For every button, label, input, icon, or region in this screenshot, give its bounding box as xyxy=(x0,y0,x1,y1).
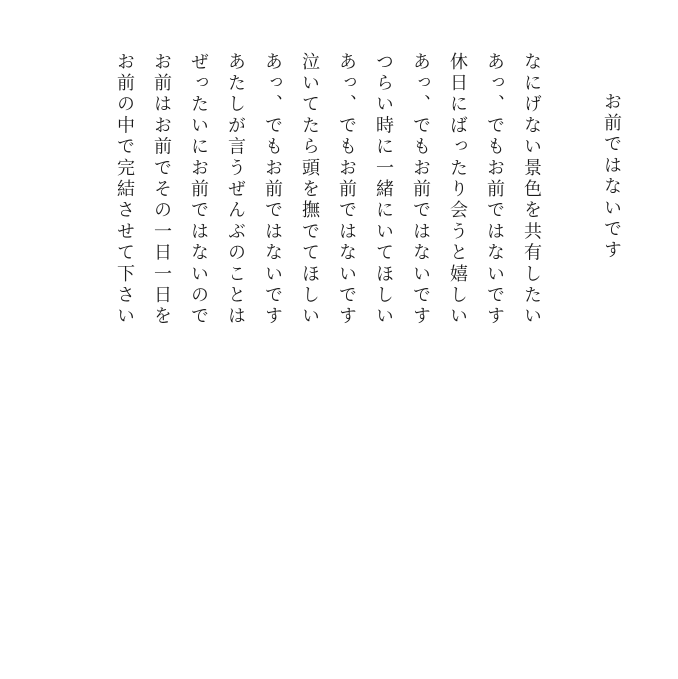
poem-line-12: お前の中で完結させて下さい xyxy=(114,52,135,328)
poem-line-8: あっ、でもお前ではないです xyxy=(262,52,283,328)
poem-line-2: あっ、でもお前ではないです xyxy=(484,52,505,328)
poem-line-6: あっ、でもお前ではないです xyxy=(336,52,357,328)
poem-line-3: 休日にばったり会うと嬉しい xyxy=(447,52,468,328)
poem-line-7: 泣いてたら頭を撫でてほしい xyxy=(299,52,320,328)
poem-title: お前ではないです xyxy=(601,92,622,262)
poem-line-4: あっ、でもお前ではないです xyxy=(410,52,431,328)
poem-line-5: つらい時に一緒にいてほしい xyxy=(373,52,394,328)
poem-line-10: ぜったいにお前ではないので xyxy=(188,52,209,328)
poem-line-1: なにげない景色を共有したい xyxy=(521,52,542,328)
poem-line-9: あたしが言うぜんぶのことは xyxy=(225,52,246,328)
poem-line-11: お前はお前でその一日一日を xyxy=(151,52,172,328)
